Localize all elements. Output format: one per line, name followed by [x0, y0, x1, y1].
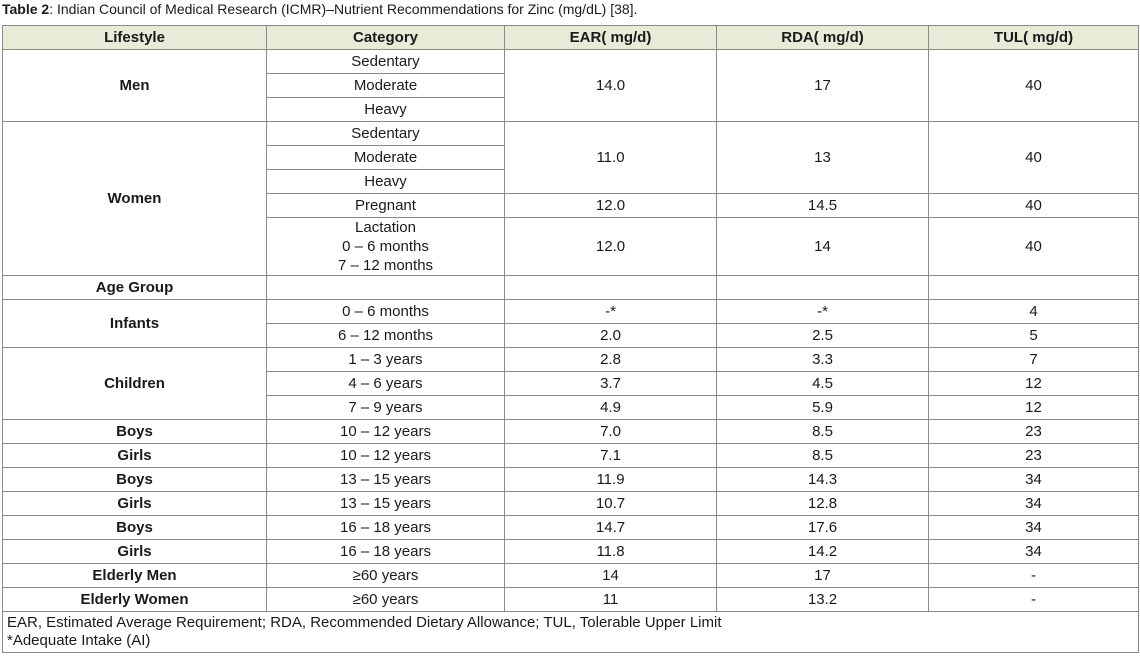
category-cell: Heavy: [267, 98, 505, 122]
tul-cell: 23: [929, 420, 1139, 444]
tul-cell: 40: [929, 122, 1139, 194]
ear-cell: 11.9: [505, 468, 717, 492]
ear-cell: 7.1: [505, 444, 717, 468]
tul-cell: -: [929, 588, 1139, 612]
rda-cell: 13.2: [717, 588, 929, 612]
tul-cell: 12: [929, 372, 1139, 396]
category-cell: 13 – 15 years: [267, 492, 505, 516]
category-cell: ≥60 years: [267, 564, 505, 588]
lifestyle-cell: Children: [3, 348, 267, 420]
ear-cell: 2.0: [505, 324, 717, 348]
ear-cell: [505, 276, 717, 300]
rda-cell: 14.5: [717, 194, 929, 218]
lifestyle-cell: Girls: [3, 444, 267, 468]
rda-cell: 14: [717, 218, 929, 276]
header-rda: RDA( mg/d): [717, 26, 929, 50]
table-row: [3, 276, 1139, 300]
category-cell: 16 – 18 years: [267, 540, 505, 564]
lifestyle-cell: Men: [3, 50, 267, 122]
lifestyle-cell: Girls: [3, 540, 267, 564]
category-cell: 7 – 9 years: [267, 396, 505, 420]
rda-cell: 14.2: [717, 540, 929, 564]
ear-cell: 14.0: [505, 50, 717, 122]
lifestyle-cell: Elderly Men: [3, 564, 267, 588]
category-cell: 10 – 12 years: [267, 420, 505, 444]
category-cell: 10 – 12 years: [267, 444, 505, 468]
table-row: [3, 588, 1139, 612]
table-row: [3, 492, 1139, 516]
footnote-adequate-intake: *Adequate Intake (AI): [7, 632, 151, 649]
tul-cell: 5: [929, 324, 1139, 348]
tul-cell: 34: [929, 516, 1139, 540]
rda-cell: 8.5: [717, 444, 929, 468]
tul-cell: 23: [929, 444, 1139, 468]
tul-cell: [929, 276, 1139, 300]
table-caption-text: : Indian Council of Medical Research (ICMR)–Nutrient Recommendations for Zinc (mg/dL) [38].: [49, 1, 638, 17]
tul-cell: 12: [929, 396, 1139, 420]
category-cell: [267, 276, 505, 300]
lifestyle-cell: Women: [3, 122, 267, 276]
table-row: [3, 468, 1139, 492]
lifestyle-cell: Boys: [3, 468, 267, 492]
category-cell: Moderate: [267, 74, 505, 98]
rda-cell: 5.9: [717, 396, 929, 420]
ear-cell: -*: [505, 300, 717, 324]
table-row: [3, 348, 1139, 372]
ear-cell: 3.7: [505, 372, 717, 396]
tul-cell: 7: [929, 348, 1139, 372]
table-row: [3, 540, 1139, 564]
category-cell: 6 – 12 months: [267, 324, 505, 348]
category-cell: ≥60 years: [267, 588, 505, 612]
ear-cell: 12.0: [505, 218, 717, 276]
table-row: [3, 420, 1139, 444]
lifestyle-cell: Boys: [3, 420, 267, 444]
header-category: Category: [267, 26, 505, 50]
rda-cell: 17: [717, 564, 929, 588]
table-row: [3, 444, 1139, 468]
category-cell: 0 – 6 months: [267, 300, 505, 324]
lifestyle-cell: Infants: [3, 300, 267, 348]
tul-cell: 40: [929, 194, 1139, 218]
ear-cell: 10.7: [505, 492, 717, 516]
category-cell: Heavy: [267, 170, 505, 194]
category-cell: 13 – 15 years: [267, 468, 505, 492]
zinc-recommendations-table: [2, 25, 1139, 653]
category-cell: Moderate: [267, 146, 505, 170]
rda-cell: [717, 276, 929, 300]
header-tul: TUL( mg/d): [929, 26, 1139, 50]
ear-cell: 11.8: [505, 540, 717, 564]
lactation-label: Lactation: [355, 219, 416, 236]
table-row: [3, 122, 1139, 146]
tul-cell: 34: [929, 468, 1139, 492]
rda-cell: 4.5: [717, 372, 929, 396]
category-cell: [267, 218, 505, 276]
footnote-abbreviations: EAR, Estimated Average Requirement; RDA, Recommended Dietary Allowance; TUL, Tolerable Upper Limit: [7, 614, 722, 631]
table-caption: [2, 0, 637, 22]
rda-cell: -*: [717, 300, 929, 324]
lifestyle-cell: Elderly Women: [3, 588, 267, 612]
table-row: [3, 516, 1139, 540]
rda-cell: 2.5: [717, 324, 929, 348]
tul-cell: 40: [929, 218, 1139, 276]
category-cell: Sedentary: [267, 50, 505, 74]
header-row: [3, 26, 1139, 50]
rda-cell: 17.6: [717, 516, 929, 540]
category-cell: Pregnant: [267, 194, 505, 218]
ear-cell: 12.0: [505, 194, 717, 218]
category-cell: 16 – 18 years: [267, 516, 505, 540]
section-label-age-group: Age Group: [3, 276, 267, 300]
header-ear: EAR( mg/d): [505, 26, 717, 50]
ear-cell: 11: [505, 588, 717, 612]
table-caption-label: Table 2: [2, 1, 50, 17]
rda-cell: 3.3: [717, 348, 929, 372]
footnote-row: [3, 612, 1139, 653]
rda-cell: 13: [717, 122, 929, 194]
tul-cell: 40: [929, 50, 1139, 122]
header-lifestyle: Lifestyle: [3, 26, 267, 50]
lifestyle-cell: Girls: [3, 492, 267, 516]
ear-cell: 2.8: [505, 348, 717, 372]
ear-cell: 14.7: [505, 516, 717, 540]
rda-cell: 14.3: [717, 468, 929, 492]
rda-cell: 17: [717, 50, 929, 122]
lactation-range-2: 7 – 12 months: [337, 257, 434, 274]
tul-cell: -: [929, 564, 1139, 588]
table-row: [3, 50, 1139, 74]
ear-cell: 7.0: [505, 420, 717, 444]
table-row: [3, 300, 1139, 324]
tul-cell: 34: [929, 540, 1139, 564]
tul-cell: 4: [929, 300, 1139, 324]
tul-cell: 34: [929, 492, 1139, 516]
ear-cell: 4.9: [505, 396, 717, 420]
category-cell: 4 – 6 years: [267, 372, 505, 396]
footnote-cell: [3, 612, 1139, 653]
ear-cell: 14: [505, 564, 717, 588]
rda-cell: 8.5: [717, 420, 929, 444]
rda-cell: 12.8: [717, 492, 929, 516]
ear-cell: 11.0: [505, 122, 717, 194]
table-row: [3, 564, 1139, 588]
lifestyle-cell: Boys: [3, 516, 267, 540]
category-cell: Sedentary: [267, 122, 505, 146]
lactation-range-1: 0 – 6 months: [342, 238, 429, 255]
category-cell: 1 – 3 years: [267, 348, 505, 372]
